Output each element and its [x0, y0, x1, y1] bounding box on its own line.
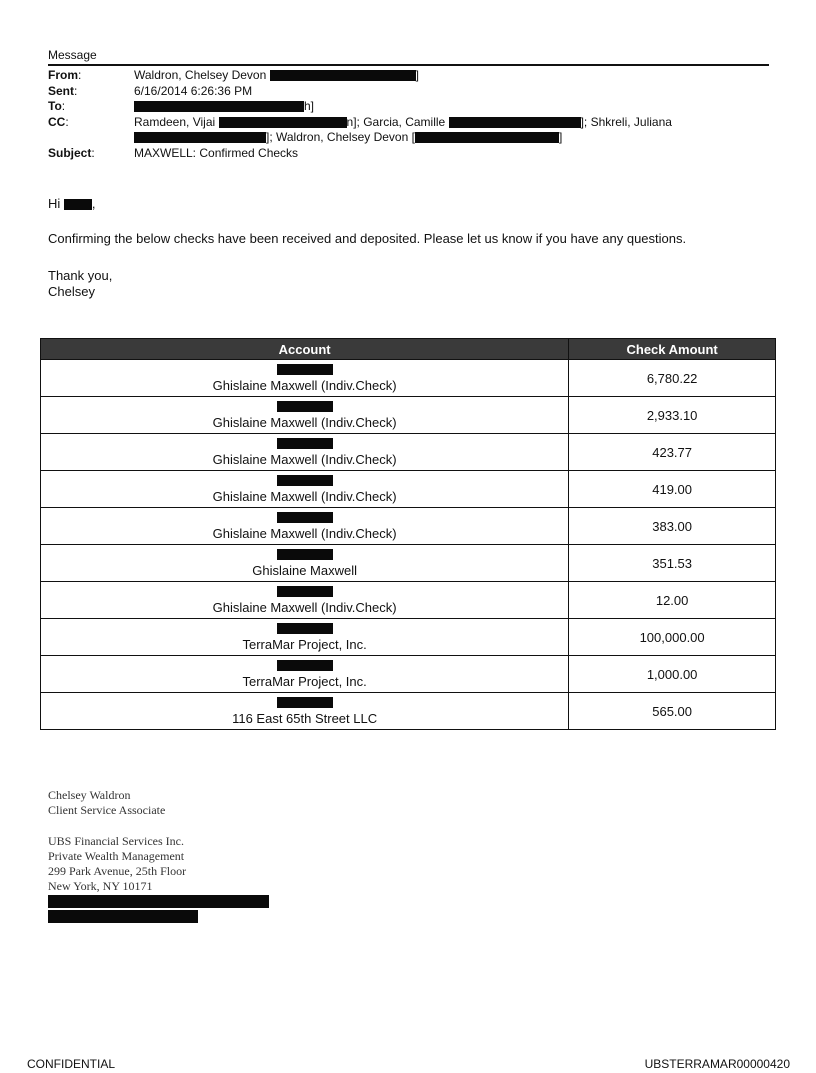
check-amount-cell: 383.00: [569, 508, 776, 545]
account-name: Ghislaine Maxwell: [252, 562, 357, 578]
account-name: 116 East 65th Street LLC: [232, 710, 378, 726]
account-name: Ghislaine Maxwell (Indiv.Check): [212, 599, 397, 615]
redaction-bar: [277, 623, 333, 634]
account-cell: [41, 434, 569, 471]
body-signoff: Chelsey: [48, 284, 95, 299]
redaction-bar: [415, 132, 559, 143]
check-amount-cell: 1,000.00: [569, 656, 776, 693]
body-paragraph: Confirming the below checks have been received and deposited. Please let us know if you have any questions.: [48, 231, 687, 246]
redaction-bar: [48, 895, 269, 908]
redaction-bar: [277, 586, 333, 597]
to-label: To: [48, 99, 62, 113]
sent-label: Sent: [48, 83, 75, 98]
check-amount-cell: 6,780.22: [569, 360, 776, 397]
table-row: [41, 397, 776, 434]
account-name: Ghislaine Maxwell (Indiv.Check): [212, 377, 397, 393]
account-name: TerraMar Project, Inc.: [242, 673, 367, 689]
column-header-amount: Check Amount: [569, 339, 776, 360]
signature-title: Client Service Associate: [48, 803, 166, 817]
subject-value: MAXWELL: Confirmed Checks: [134, 145, 299, 160]
table-row: [41, 360, 776, 397]
cc-name: ]; Shkreli, Juliana: [580, 114, 672, 129]
table-row: [41, 619, 776, 656]
subject-row: Subject: MAXWELL: Confirmed Checks: [48, 145, 299, 160]
table-row: [41, 582, 776, 619]
cc-name: n]; Garcia, Camille: [346, 114, 446, 129]
check-amount-cell: 419.00: [569, 471, 776, 508]
cc-row: CC: Ramdeen, Vijai n]; Garcia, Camille ]; Shkreli, Juliana: [48, 114, 672, 129]
to-row: To: h]: [48, 99, 315, 113]
table-header-row: [41, 339, 776, 360]
table-row: [41, 656, 776, 693]
cc-name: Ramdeen, Vijai: [134, 114, 216, 129]
table-row: [41, 508, 776, 545]
cc-name: ]; Waldron, Chelsey Devon [: [266, 130, 415, 144]
redaction-bar: [277, 438, 333, 449]
signature-name: Chelsey Waldron: [48, 788, 131, 802]
email-header: [48, 68, 672, 161]
to-bracket: h]: [304, 99, 315, 113]
greeting: Hi ,: [48, 196, 96, 211]
check-amount-cell: 12.00: [569, 582, 776, 619]
redaction-bar: [277, 549, 333, 560]
check-amount-cell: 565.00: [569, 693, 776, 730]
account-cell: [41, 471, 569, 508]
signature-block: [48, 788, 186, 894]
account-name: Ghislaine Maxwell (Indiv.Check): [212, 451, 397, 467]
from-bracket: ]: [415, 68, 419, 82]
redaction-bar: [64, 199, 92, 210]
from-label: From: [48, 68, 78, 82]
account-cell: [41, 545, 569, 582]
table-row: [41, 471, 776, 508]
column-header-account: Account: [41, 339, 569, 360]
account-name: Ghislaine Maxwell (Indiv.Check): [212, 488, 397, 504]
account-cell: [41, 656, 569, 693]
sent-value: 6/16/2014 6:26:36 PM: [134, 83, 253, 98]
table-row: [41, 693, 776, 730]
from-row: From: Waldron, Chelsey Devon ]: [48, 68, 419, 82]
redaction-bar: [134, 101, 304, 112]
check-amount-cell: 423.77: [569, 434, 776, 471]
cc-bracket: ]: [558, 130, 563, 144]
signature-division: Private Wealth Management: [48, 849, 185, 863]
table-row: [41, 434, 776, 471]
redaction-bar: [277, 401, 333, 412]
redaction-bar: [277, 475, 333, 486]
from-value: Waldron, Chelsey Devon: [134, 68, 267, 82]
account-cell: [41, 693, 569, 730]
sent-row: Sent: 6/16/2014 6:26:36 PM: [48, 83, 253, 98]
redaction-bar: [270, 70, 416, 81]
redaction-bar: [449, 117, 581, 128]
redaction-bar: [277, 660, 333, 671]
checks-table: [40, 338, 776, 730]
message-label: Message: [48, 48, 97, 62]
redaction-bar: [134, 132, 266, 143]
footer-confidential: CONFIDENTIAL: [27, 1057, 116, 1071]
account-cell: [41, 619, 569, 656]
redaction-bar: [277, 364, 333, 375]
subject-label: Subject: [48, 145, 92, 160]
cc-row-continued: [48, 130, 672, 146]
signature-company: UBS Financial Services Inc.: [48, 834, 184, 848]
check-amount-cell: 351.53: [569, 545, 776, 582]
footer-bates-number: UBSTERRAMAR00000420: [644, 1057, 790, 1071]
account-cell: [41, 582, 569, 619]
cc-label: CC: [48, 114, 66, 129]
header-divider: [48, 64, 769, 66]
account-name: TerraMar Project, Inc.: [242, 636, 367, 652]
account-name: Ghislaine Maxwell (Indiv.Check): [212, 525, 397, 541]
check-amount-cell: 100,000.00: [569, 619, 776, 656]
redaction-bar: [219, 117, 347, 128]
signature-address-line2: New York, NY 10171: [48, 879, 153, 893]
signature-address-line1: 299 Park Avenue, 25th Floor: [48, 864, 187, 878]
table-row: [41, 545, 776, 582]
body-thanks: Thank you,: [48, 268, 113, 283]
account-cell: [41, 397, 569, 434]
redaction-bar: [277, 512, 333, 523]
account-cell: [41, 508, 569, 545]
account-cell: [41, 360, 569, 397]
redaction-bar: [48, 910, 198, 923]
redaction-bar: [277, 697, 333, 708]
account-name: Ghislaine Maxwell (Indiv.Check): [212, 414, 397, 430]
check-amount-cell: 2,933.10: [569, 397, 776, 434]
